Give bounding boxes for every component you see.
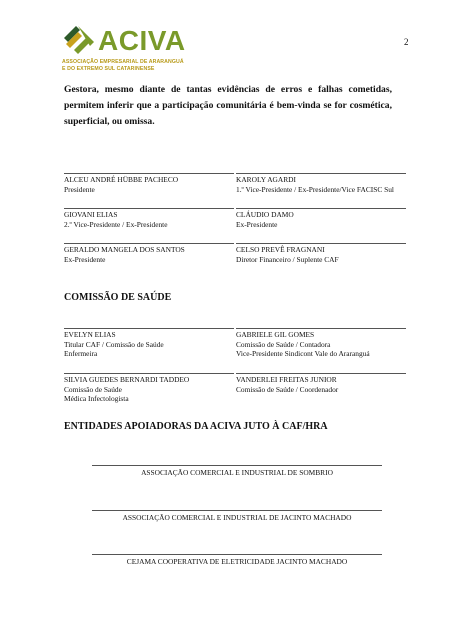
- aciva-emblem-icon: [62, 24, 96, 56]
- signatory-role-secondary: Médica Infectologista: [64, 394, 129, 403]
- logo-wordmark: ACIVA: [98, 25, 186, 56]
- signatory-name: GABRIELE GIL GOMES: [236, 330, 315, 339]
- signatory-role: Comissão de Saúde: [64, 384, 122, 394]
- page-number: 2: [404, 37, 409, 47]
- signatory-name: ALCEU ANDRÉ HÜBBE PACHECO: [64, 175, 179, 184]
- signatory-role-secondary: Vice-Presidente Sindicont Vale do Araranguá: [236, 349, 370, 358]
- signatory-name: EVELYN ELIAS: [64, 330, 116, 339]
- signature-block: [236, 173, 406, 194]
- signatory-name: CELSO PREVÊ FRAGNANI: [236, 245, 325, 254]
- aciva-logo: [62, 22, 186, 78]
- signatory-role: 2.º Vice-Presidente / Ex-Presidente: [64, 219, 168, 229]
- signatory-role: Presidente: [64, 184, 95, 194]
- signature-block: [236, 373, 406, 394]
- intro-paragraph: Gestora, mesmo diante de tantas evidências de erros e falhas cometidas, permitem inferir que a participação comunitária é bem-vinda se for cosmética, superficial, ou omissa.: [64, 84, 392, 127]
- signatory-name: VANDERLEI FREITAS JUNIOR: [236, 375, 337, 384]
- signatory-name: KAROLY AGARDI: [236, 175, 296, 184]
- logo-tagline-line-2: E DO EXTREMO SUL CATARINENSE: [62, 66, 155, 72]
- supporting-entity: ASSOCIAÇÃO COMERCIAL E INDUSTRIAL DE JACINTO MACHADO: [92, 510, 382, 522]
- supporting-entity: CEJAMA COOPERATIVA DE ELETRICIDADE JACINTO MACHADO: [92, 554, 382, 566]
- signature-block: [64, 173, 234, 194]
- signature-block: [64, 243, 234, 264]
- signatory-role-secondary: Enfermeira: [64, 349, 98, 358]
- signatory-role: Ex-Presidente: [236, 219, 278, 229]
- signatory-role: Ex-Presidente: [64, 254, 106, 264]
- signatory-role: Comissão de Saúde / Coordenador: [236, 384, 339, 394]
- signatory-role: Comissão de Saúde / Contadora: [236, 339, 331, 349]
- signature-block: [236, 243, 406, 264]
- signature-block: [64, 208, 234, 229]
- signatory-role: Titular CAF / Comissão de Saúde: [64, 339, 164, 349]
- signatory-name: SILVIA GUEDES BERNARDI TADDEO: [64, 375, 190, 384]
- health-commission-title: COMISSÃO DE SAÚDE: [64, 292, 172, 303]
- logo-tagline-line-1: ASSOCIAÇÃO EMPRESARIAL DE ARARANGUÁ: [62, 59, 184, 65]
- signatory-name: GIOVANI ELIAS: [64, 210, 118, 219]
- signature-block: [236, 208, 406, 229]
- supporting-entities-title: ENTIDADES APOIADORAS DA ACIVA JUTO À CAF/HRA: [64, 421, 328, 432]
- signature-block: [64, 328, 234, 359]
- signatory-role: 1.º Vice-Presidente / Ex-Presidente/Vice FACISC Sul: [236, 184, 394, 194]
- signatory-role: Diretor Financeiro / Suplente CAF: [236, 254, 339, 264]
- signatory-name: CLÁUDIO DAMO: [236, 210, 294, 219]
- signature-block: [236, 328, 406, 359]
- supporting-entity: ASSOCIAÇÃO COMERCIAL E INDUSTRIAL DE SOMBRIO: [92, 465, 382, 477]
- signatory-name: GERALDO MANGELA DOS SANTOS: [64, 245, 185, 254]
- signature-block: [64, 373, 234, 404]
